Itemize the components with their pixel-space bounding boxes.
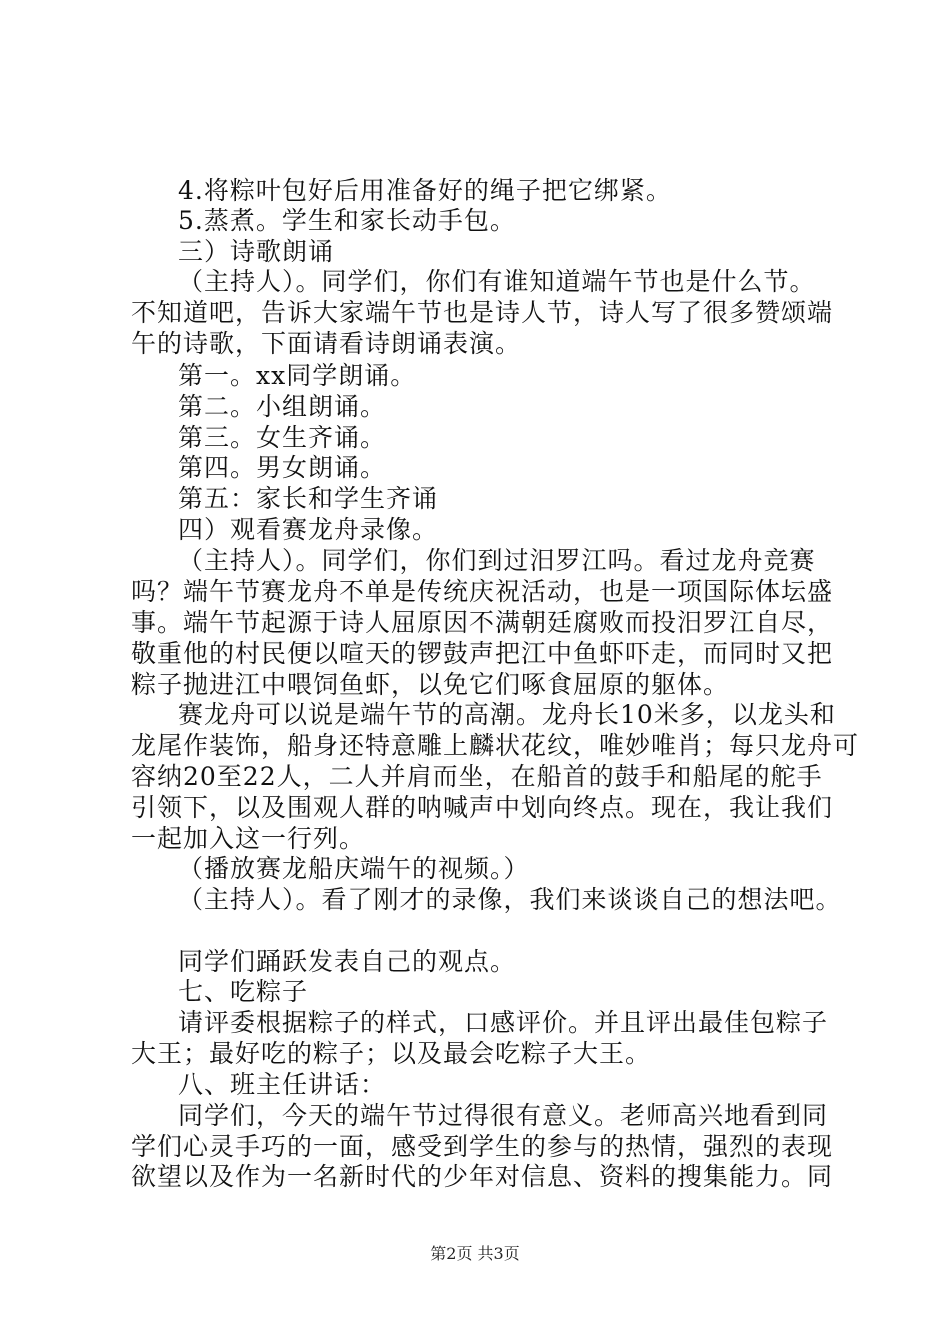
section-heading: 三）诗歌朗诵 [178,237,335,266]
section-heading: 四）观看赛龙舟录像。 [178,515,439,544]
text-line: 欲望以及作为一名新时代的少年对信息、资料的搜集能力。同 [131,1162,834,1191]
text-line: 4.将粽叶包好后用准备好的绳子把它绑紧。 [178,176,672,205]
text-line: （播放赛龙船庆端午的视频。） [178,854,530,883]
text-line: 粽子抛进江中喂饲鱼虾，以免它们啄食屈原的躯体。 [131,670,730,699]
text-line: 赛龙舟可以说是端午节的高潮。龙舟长10米多，以龙头和 [178,700,836,729]
text-line: （主持人）。同学们，你们有谁知道端午节也是什么节。 [178,267,816,296]
text-line: 同学们，今天的端午节过得很有意义。老师高兴地看到同 [178,1101,829,1130]
section-heading: 七、吃粽子 [178,977,309,1006]
text-line: 大王；最好吃的粽子；以及最会吃粽子大王。 [131,1039,652,1068]
text-line: 第二。小组朗诵。 [178,392,387,421]
text-line: 第五：家长和学生齐诵 [178,484,439,513]
text-line: （主持人）。同学们，你们到过汨罗江吗。看过龙舟竞赛 [178,546,816,575]
text-line: 午的诗歌，下面请看诗朗诵表演。 [131,329,522,358]
text-line: 第四。男女朗诵。 [178,453,387,482]
text-line: 事。端午节起源于诗人屈原因不满朝廷腐败而投汨罗江自尽， [131,608,834,637]
text-line: 请评委根据粽子的样式，口感评价。并且评出最佳包粽子 [178,1008,829,1037]
text-line: 第三。女生齐诵。 [178,423,387,452]
page-number: 第2页 共3页 [430,1244,520,1263]
text-line: （主持人）。看了刚才的录像，我们来谈谈自己的想法吧。 [178,885,842,914]
text-line: 不知道吧，告诉大家端午节也是诗人节，诗人写了很多赞颂端 [131,298,834,327]
text-line: 敬重他的村民便以喧天的锣鼓声把江中鱼虾吓走，而同时又把 [131,639,834,668]
section-heading: 八、班主任讲话： [178,1070,387,1099]
text-line: 第一。xx同学朗诵。 [178,361,417,390]
text-line: 5.蒸煮。学生和家长动手包。 [178,206,516,235]
text-line: 一起加入这一行列。 [131,824,366,853]
text-line: 学们心灵手巧的一面，感受到学生的参与的热情，强烈的表现 [131,1132,834,1161]
text-line: 龙尾作装饰，船身还特意雕上麟状花纹，唯妙唯肖；每只龙舟可 [131,731,860,760]
text-line: 引领下，以及围观人群的呐喊声中划向终点。现在，我让我们 [131,793,834,822]
text-line: 吗？端午节赛龙舟不单是传统庆祝活动，也是一项国际体坛盛 [131,577,834,606]
text-line: 同学们踊跃发表自己的观点。 [178,947,517,976]
text-line: 容纳20至22人，二人并肩而坐，在船首的鼓手和船尾的舵手 [131,762,823,791]
